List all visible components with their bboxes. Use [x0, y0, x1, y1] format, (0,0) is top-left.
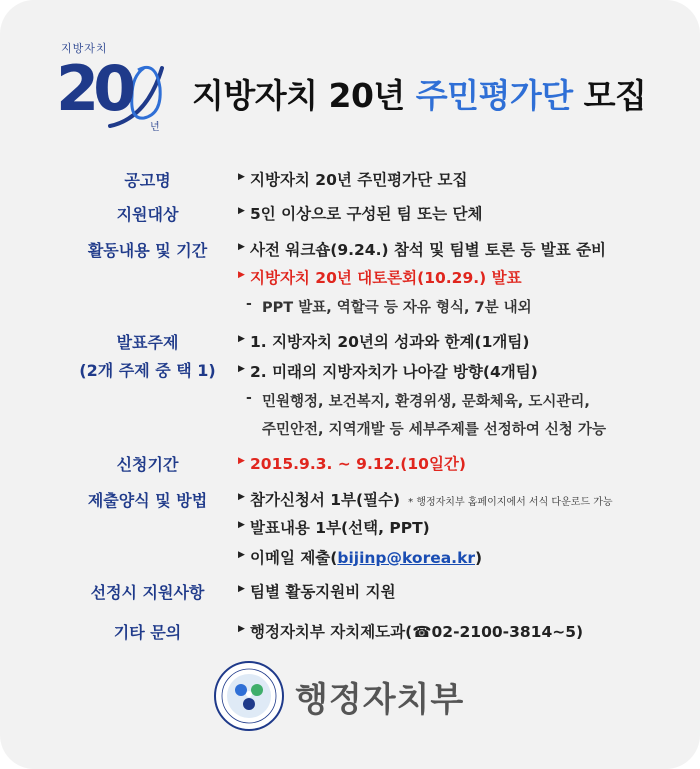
dash-bullet-icon: - — [246, 390, 252, 406]
submission-text-1 — [250, 488, 613, 510]
label-support: 선정시 지원사항 — [90, 583, 205, 602]
bullet-arrow-icon: ▶ — [238, 492, 245, 502]
label-topic: 발표주제 — [116, 333, 179, 352]
label-notice-name: 공고명 — [124, 171, 171, 190]
label-eligibility: 지원대상 — [116, 205, 179, 224]
logo-number: 20 — [56, 52, 131, 125]
dash-bullet-icon: - — [246, 296, 252, 312]
submission-text-3 — [250, 546, 482, 568]
topic-text-3a: 민원행정, 보건복지, 환경위생, 문화체육, 도시관리, — [262, 394, 590, 410]
ministry-name: 행정자치부 — [295, 680, 465, 720]
ministry-seal-icon — [213, 660, 285, 732]
bullet-arrow-icon: ▶ — [238, 334, 245, 344]
bullet-arrow-icon: ▶ — [238, 172, 245, 182]
email-prefix: 이메일 제출( — [250, 549, 338, 567]
submission-form: 참가신청서 1부(필수) — [250, 491, 401, 509]
logo-suffix: 년 — [150, 122, 160, 133]
label-topic-sub: (2개 주제 중 택 1) — [79, 361, 216, 380]
title-part3: 모집 — [572, 76, 647, 115]
bullet-arrow-icon: ▶ — [238, 550, 245, 560]
bullet-arrow-icon: ▶ — [238, 520, 245, 530]
eligibility-text: 5인 이상으로 구성된 팀 또는 단체 — [250, 205, 483, 223]
bullet-arrow-icon: ▶ — [238, 270, 245, 280]
submission-text-2: 발표내용 1부(선택, PPT) — [250, 519, 430, 537]
submission-note: * 행정자치부 홈페이지에서 서식 다운로드 가능 — [408, 497, 613, 508]
bullet-arrow-icon: ▶ — [238, 206, 245, 216]
activity-text-1: 사전 워크숍(9.24.) 참석 및 팀별 토론 등 발표 준비 — [250, 241, 607, 259]
label-submission: 제출양식 및 방법 — [87, 491, 208, 510]
label-activity: 활동내용 및 기간 — [87, 241, 208, 260]
contact-text: 행정자치부 자치제도과(☎02-2100-3814~5) — [250, 623, 584, 641]
bullet-arrow-icon: ▶ — [238, 242, 245, 252]
support-text: 팀별 활동지원비 지원 — [250, 583, 396, 601]
label-period: 신청기간 — [116, 455, 179, 474]
activity-text-3: PPT 발표, 역할극 등 자유 형식, 7분 내외 — [262, 300, 532, 316]
topic-text-2: 2. 미래의 지방자치가 나아갈 방향(4개팀) — [250, 363, 538, 381]
topic-text-1: 1. 지방자치 20년의 성과와 한계(1개팀) — [250, 333, 530, 351]
logo-small-text: 지방자치 — [61, 42, 108, 55]
title-highlight: 주민평가단 — [415, 76, 573, 115]
title-part1: 지방자치 20년 — [192, 76, 416, 115]
notice-name-text: 지방자치 20년 주민평가단 모집 — [250, 171, 468, 189]
label-contact: 기타 문의 — [113, 623, 182, 642]
email-suffix: ) — [475, 549, 483, 567]
email-link[interactable]: bijinp@korea.kr — [337, 549, 476, 567]
topic-text-3b: 주민안전, 지역개발 등 세부주제를 선정하여 신청 가능 — [262, 422, 606, 438]
bullet-arrow-icon: ▶ — [238, 584, 245, 594]
bullet-arrow-icon: ▶ — [238, 624, 245, 634]
bullet-arrow-icon: ▶ — [238, 456, 245, 466]
activity-text-2: 지방자치 20년 대토론회(10.29.) 발표 — [250, 269, 522, 287]
period-text: 2015.9.3. ~ 9.12.(10일간) — [250, 455, 466, 473]
bullet-arrow-icon: ▶ — [238, 364, 245, 374]
page-title — [192, 70, 646, 117]
